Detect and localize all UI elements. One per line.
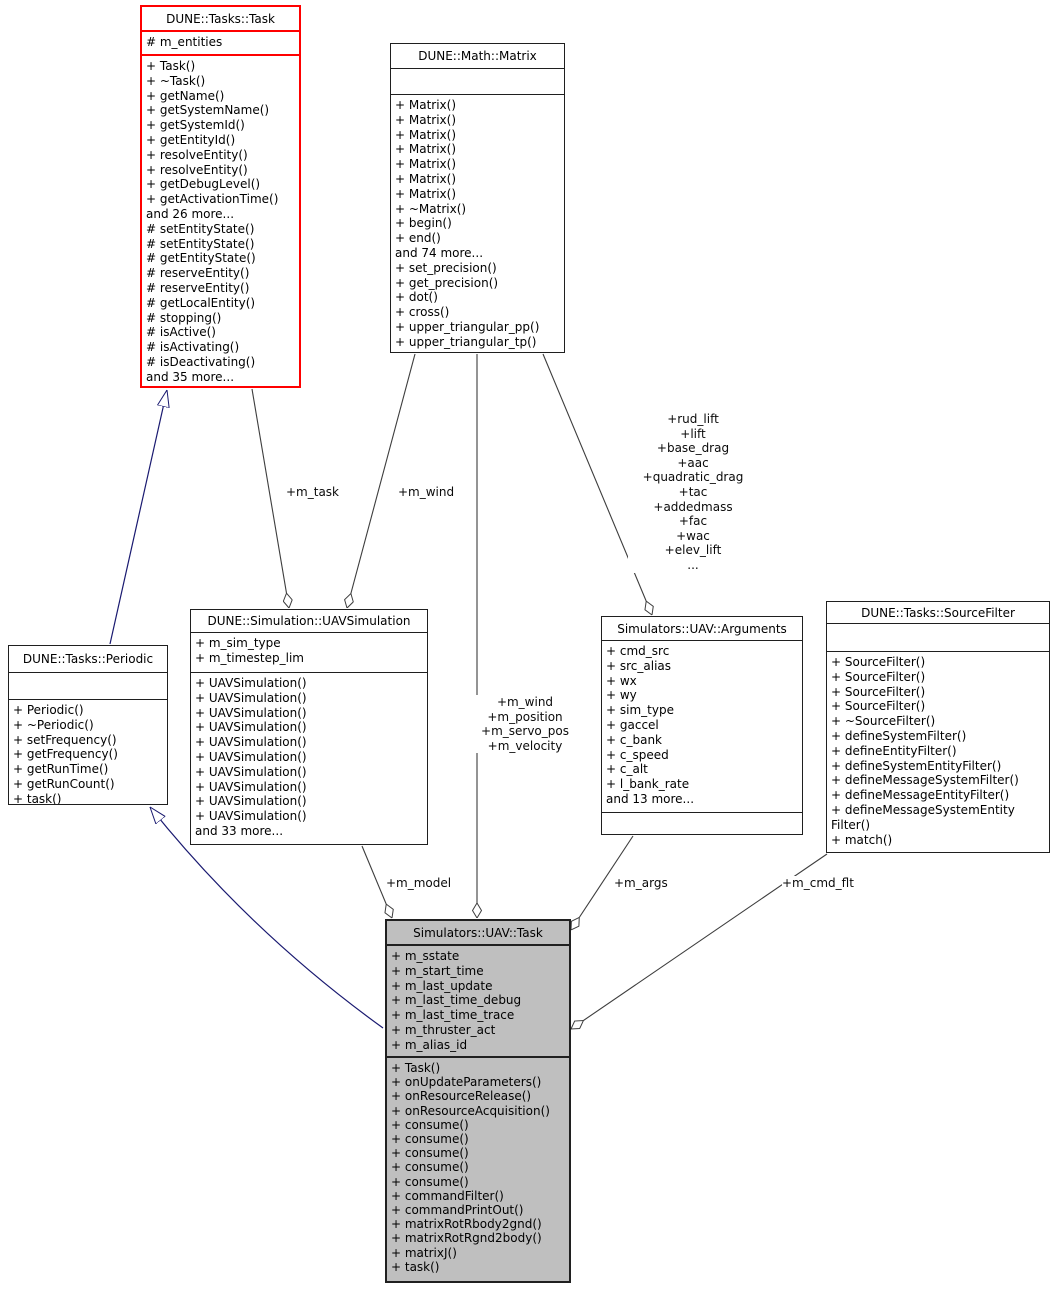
member-line: # isDeactivating() [146, 354, 256, 369]
member-line: + upper_triangular_tp() [395, 334, 537, 349]
member-line: + wy [606, 688, 637, 703]
member-line: + wx [606, 673, 637, 688]
class-box-dune-tasks-periodic[interactable] [8, 645, 168, 805]
member-line: +m_velocity [487, 738, 563, 753]
member-line: + m_thruster_act [391, 1022, 496, 1037]
member-line: + m_last_time_debug [391, 993, 522, 1008]
member-line: + getDebugLevel() [146, 177, 261, 192]
member-line: +wac [676, 528, 710, 543]
member-line: + cmd_src [606, 644, 670, 658]
member-line: + UAVSimulation() [195, 690, 307, 705]
member-line: # reserveEntity() [146, 266, 250, 281]
member-line: + sim_type [606, 703, 674, 718]
member-line: + UAVSimulation() [195, 676, 307, 690]
member-line: + m_timestep_lim [195, 650, 304, 665]
member-line: + getSystemName() [146, 103, 270, 118]
member-line: + SourceFilter() [831, 669, 926, 684]
member-line: + m_alias_id [391, 1037, 468, 1052]
class-title: DUNE::Simulation::UAVSimulation [191, 610, 427, 633]
member-line: + Matrix() [395, 157, 457, 172]
class-box-dune-tasks-task[interactable] [140, 5, 301, 388]
member-line: # m_entities [146, 35, 223, 49]
member-line: + UAVSimulation() [195, 779, 307, 794]
edge-label-m-model: +m_model [386, 876, 452, 890]
attributes-list [9, 673, 167, 700]
member-line: + onResourceAcquisition() [391, 1103, 550, 1118]
member-line: +m_wind [496, 695, 554, 709]
member-line: + Matrix() [395, 142, 457, 157]
member-line: + consume() [391, 1132, 469, 1147]
member-line: + resolveEntity() [146, 147, 248, 162]
member-line: + Matrix() [395, 98, 457, 112]
member-line: + defineMessageEntityFilter() [831, 788, 1010, 803]
member-line: + UAVSimulation() [195, 764, 307, 779]
member-line: + commandPrintOut() [391, 1203, 524, 1218]
member-line: + consume() [391, 1174, 469, 1189]
methods-list [142, 56, 299, 385]
attributes-list [602, 641, 802, 813]
methods-list [827, 652, 1049, 847]
member-line: +base_drag [656, 441, 730, 456]
class-box-dune-math-matrix[interactable] [390, 43, 565, 353]
member-line: # stopping() [146, 310, 222, 325]
member-line: + UAVSimulation() [195, 794, 307, 809]
member-line: + ~Periodic() [13, 717, 94, 732]
class-title: Simulators::UAV::Arguments [602, 617, 802, 641]
member-line: and 13 more... [606, 791, 695, 806]
member-line: + end() [395, 231, 441, 246]
member-line: + consume() [391, 1146, 469, 1161]
member-line: + consume() [391, 1117, 469, 1132]
member-line: +elev_lift [664, 543, 722, 558]
member-line: + upper_triangular_pp() [395, 319, 540, 334]
member-line: ... [687, 557, 699, 572]
member-line: +lift [680, 426, 706, 441]
member-line: + defineEntityFilter() [831, 743, 957, 758]
methods-list [602, 813, 802, 816]
class-title: DUNE::Tasks::SourceFilter [827, 602, 1049, 624]
methods-list [387, 1058, 569, 1274]
member-line: + ~Matrix() [395, 201, 467, 216]
member-line: + Matrix() [395, 112, 457, 127]
member-line: +m_servo_pos [481, 724, 569, 739]
member-line: +aac [677, 455, 709, 470]
member-line: + UAVSimulation() [195, 735, 307, 750]
aggregation-edge-m-wind-sim [347, 354, 415, 608]
member-line: + gaccel [606, 717, 659, 732]
member-line: + UAVSimulation() [195, 720, 307, 735]
member-line: + commandFilter() [391, 1188, 504, 1203]
attributes-list [827, 624, 1049, 652]
member-line: + defineMessageSystemFilter() [831, 773, 1019, 788]
member-line: and 26 more... [146, 206, 235, 221]
member-line: # setEntityState() [146, 236, 255, 251]
methods-list [391, 95, 564, 350]
member-line: + getRunTime() [13, 762, 109, 777]
member-line: # setEntityState() [146, 221, 255, 236]
member-line: + dot() [395, 290, 438, 305]
aggregation-edge-m-task [252, 389, 289, 608]
member-line: + Matrix() [395, 186, 457, 201]
member-line: +fac [678, 514, 708, 529]
member-line: + Matrix() [395, 171, 457, 186]
member-line: + set_precision() [395, 260, 497, 275]
member-line: + c_speed [606, 747, 669, 762]
member-line: + ~SourceFilter() [831, 714, 936, 729]
member-line: # isActive() [146, 325, 216, 340]
attributes-list [391, 69, 564, 95]
class-title: DUNE::Tasks::Task [142, 7, 299, 32]
member-line: + UAVSimulation() [195, 705, 307, 720]
member-line: + m_last_time_trace [391, 1008, 515, 1023]
member-line: +rud_lift [667, 412, 719, 426]
class-box-simulators-uav-arguments[interactable] [601, 616, 803, 835]
member-line: + cross() [395, 305, 450, 320]
member-line: + task() [391, 1259, 440, 1274]
edge-label-task-matrices [473, 695, 577, 753]
member-line: + matrixRotRgnd2body() [391, 1231, 542, 1246]
class-title: Simulators::UAV::Task [387, 921, 569, 946]
member-line: +m_position [487, 709, 563, 724]
edge-label-m-task: +m_task [286, 485, 340, 499]
member-line: and 35 more... [146, 369, 235, 384]
member-line: + UAVSimulation() [195, 809, 307, 824]
member-line: + c_alt [606, 762, 648, 777]
class-box-dune-tasks-sourcefilter[interactable] [826, 601, 1050, 853]
member-line: + SourceFilter() [831, 655, 926, 669]
member-line: + getName() [146, 88, 225, 103]
member-line: + defineSystemEntityFilter() [831, 758, 1002, 773]
methods-list [9, 700, 167, 805]
member-line: + match() [831, 832, 893, 847]
member-line: +tac [678, 484, 708, 499]
member-line: + consume() [391, 1160, 469, 1175]
member-line: + matrixJ() [391, 1245, 457, 1260]
member-line: + m_last_update [391, 978, 493, 993]
member-line: + setFrequency() [13, 732, 117, 747]
member-line: + src_alias [606, 658, 672, 673]
member-line: # reserveEntity() [146, 280, 250, 295]
member-line: + getEntityId() [146, 132, 236, 147]
member-line: + Matrix() [395, 127, 457, 142]
member-line: + defineSystemFilter() [831, 728, 967, 743]
class-title: DUNE::Math::Matrix [391, 44, 564, 69]
member-line: + matrixRotRbody2gnd() [391, 1217, 542, 1232]
member-line: + begin() [395, 216, 452, 231]
member-line: + UAVSimulation() [195, 749, 307, 764]
attributes-list [191, 633, 427, 673]
member-line: + onUpdateParameters() [391, 1075, 542, 1090]
edge-label-args-matrices [628, 412, 758, 573]
member-line: +addedmass [653, 499, 733, 514]
member-line: + task() [13, 791, 62, 805]
member-line: + m_sim_type [195, 636, 281, 650]
member-line: + getActivationTime() [146, 192, 279, 207]
attributes-list [142, 32, 299, 56]
class-box-dune-simulation-uavsimulation[interactable] [190, 609, 428, 845]
inheritance-edge-periodic-to-task [110, 390, 167, 644]
member-line: + defineMessageSystemEntity Filter() [831, 802, 1015, 832]
member-line: + getFrequency() [13, 747, 118, 762]
member-line: + Task() [146, 59, 196, 73]
member-line: + Periodic() [13, 703, 84, 717]
member-line: + c_bank [606, 732, 662, 747]
methods-list [191, 673, 427, 839]
edge-label-m-cmd-flt: +m_cmd_flt [782, 876, 854, 890]
member-line: + m_start_time [391, 963, 484, 978]
member-line: +quadratic_drag [642, 470, 744, 485]
class-title: DUNE::Tasks::Periodic [9, 646, 167, 673]
member-line: # isActivating() [146, 340, 240, 355]
member-line: + resolveEntity() [146, 162, 248, 177]
member-line: + SourceFilter() [831, 699, 926, 714]
edge-label-m-wind: +m_wind [398, 485, 455, 499]
member-line: + SourceFilter() [831, 684, 926, 699]
member-line: + l_bank_rate [606, 777, 690, 792]
attributes-list [387, 946, 569, 1058]
member-line: and 74 more... [395, 245, 484, 260]
member-line: + getRunCount() [13, 776, 115, 791]
class-box-simulators-uav-task[interactable] [385, 919, 571, 1283]
member-line: + Task() [391, 1061, 441, 1075]
member-line: # getEntityState() [146, 251, 256, 266]
member-line: + ~Task() [146, 73, 206, 88]
member-line: # getLocalEntity() [146, 295, 256, 310]
member-line: + getSystemId() [146, 118, 245, 133]
member-line: + get_precision() [395, 275, 499, 290]
member-line: + m_sstate [391, 949, 460, 963]
edge-label-m-args: +m_args [614, 876, 668, 890]
member-line: + onResourceRelease() [391, 1089, 532, 1104]
member-line: and 33 more... [195, 823, 284, 838]
